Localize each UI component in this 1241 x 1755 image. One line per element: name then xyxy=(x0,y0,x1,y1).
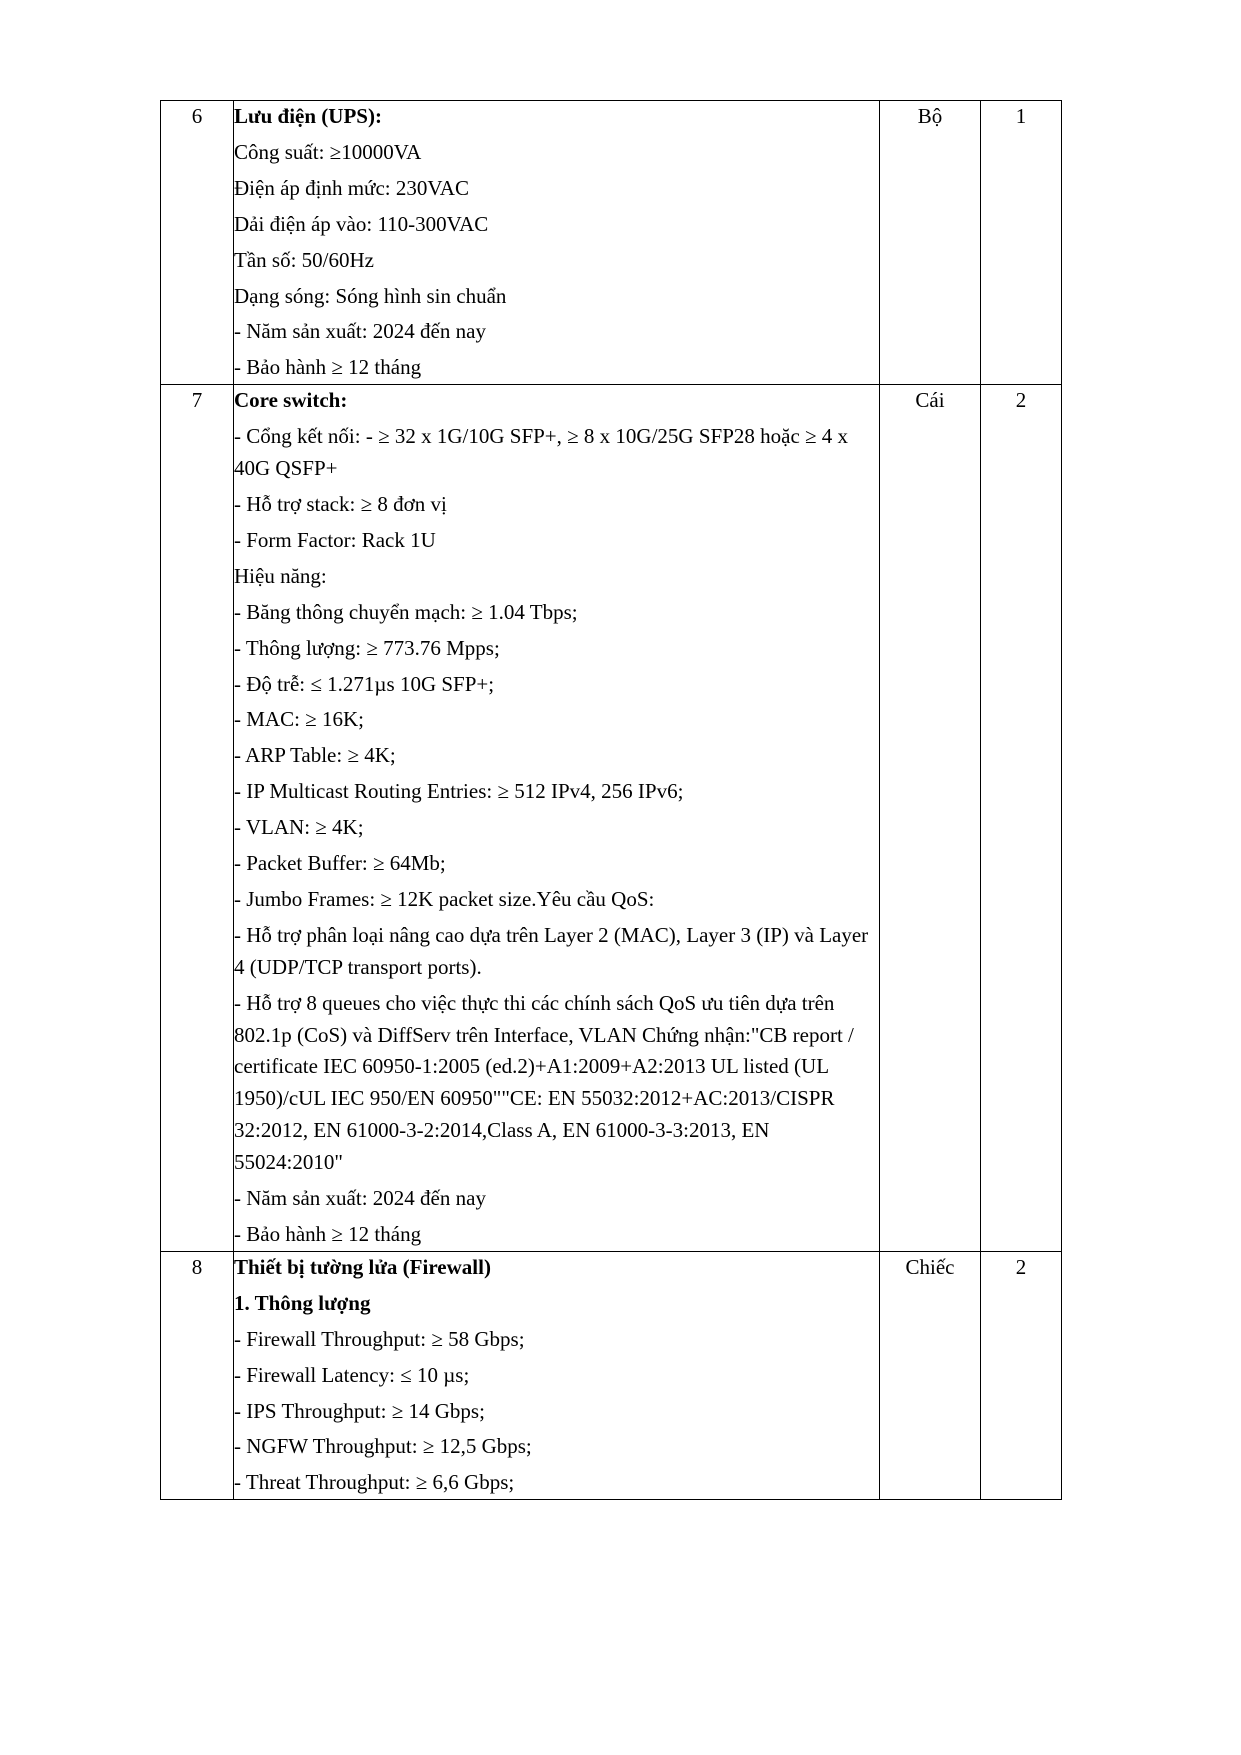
description-line: Dạng sóng: Sóng hình sin chuẩn xyxy=(234,283,507,308)
description-line: - Năm sản xuất: 2024 đến nay xyxy=(234,1186,486,1211)
description-line: - Packet Buffer: ≥ 64Mb; xyxy=(234,851,446,876)
description-line: 1. Thông lượng xyxy=(234,1290,371,1315)
row-quantity: 2 xyxy=(981,385,1062,1252)
description-line: Dải điện áp vào: 110-300VAC xyxy=(234,211,489,236)
description-line: - Hỗ trợ 8 queues cho việc thực thi các chính sách QoS ưu tiên dựa trên 802.1p (CoS) và DiffServ trên Interface, VLAN Chứng nhận:"CB report / certificate IEC 60950-1:2005 (ed.2)+A1:2009+A2:2013 UL listed (UL 1950)/cUL IEC 950/EN 60950""CE: EN 55032:2012+AC:2013/CISPR 32:2012, EN 61000-3-2:2014,Class A, EN 61000-3-3:2013, EN 55024:2010" xyxy=(234,990,854,1175)
description-line: Lưu điện (UPS): xyxy=(234,104,382,128)
table-row xyxy=(161,385,1062,1252)
description-line: - ARP Table: ≥ 4K; xyxy=(234,743,396,768)
table-row xyxy=(161,1251,1062,1499)
description-line: - MAC: ≥ 16K; xyxy=(234,707,364,732)
description-line: Core switch: xyxy=(234,388,348,413)
description-line: - Hỗ trợ phân loại nâng cao dựa trên Layer 2 (MAC), Layer 3 (IP) và Layer 4 (UDP/TCP transport ports). xyxy=(234,922,869,979)
row-quantity: 1 xyxy=(981,101,1062,385)
description-line: - Firewall Throughput: ≥ 58 Gbps; xyxy=(234,1326,525,1351)
description-line: - Hỗ trợ stack: ≥ 8 đơn vị xyxy=(234,491,447,516)
row-quantity: 2 xyxy=(981,1251,1062,1499)
description-line: - VLAN: ≥ 4K; xyxy=(234,815,364,840)
description-line: - Threat Throughput: ≥ 6,6 Gbps; xyxy=(234,1470,515,1495)
table-body xyxy=(161,101,1062,1500)
description-line: - IP Multicast Routing Entries: ≥ 512 IPv4, 256 IPv6; xyxy=(234,779,684,804)
description-line: - Băng thông chuyển mạch: ≥ 1.04 Tbps; xyxy=(234,599,578,624)
description-line: - NGFW Throughput: ≥ 12,5 Gbps; xyxy=(234,1434,532,1459)
row-description xyxy=(234,385,880,1252)
row-description xyxy=(234,1251,880,1499)
specification-table xyxy=(160,100,1062,1500)
description-line: - Bảo hành ≥ 12 tháng xyxy=(234,1222,422,1246)
description-line: - Form Factor: Rack 1U xyxy=(234,527,436,552)
description-line: Hiệu năng: xyxy=(234,563,327,588)
table-row xyxy=(161,101,1062,385)
row-unit: Chiếc xyxy=(880,1251,981,1499)
description-line: - Thông lượng: ≥ 773.76 Mpps; xyxy=(234,635,500,660)
row-index: 8 xyxy=(161,1251,234,1499)
row-unit: Bộ xyxy=(880,101,981,385)
description-line: Tần số: 50/60Hz xyxy=(234,247,374,272)
row-index: 7 xyxy=(161,385,234,1252)
description-line: - Năm sản xuất: 2024 đến nay xyxy=(234,319,486,344)
description-line: - Độ trễ: ≤ 1.271µs 10G SFP+; xyxy=(234,671,495,696)
description-line: Công suất: ≥10000VA xyxy=(234,139,422,164)
row-index: 6 xyxy=(161,101,234,385)
description-line: - IPS Throughput: ≥ 14 Gbps; xyxy=(234,1398,485,1423)
description-line: Thiết bị tường lửa (Firewall) xyxy=(234,1254,491,1279)
description-line: - Firewall Latency: ≤ 10 µs; xyxy=(234,1362,470,1387)
description-line: - Bảo hành ≥ 12 tháng xyxy=(234,355,422,380)
row-description xyxy=(234,101,880,385)
row-unit: Cái xyxy=(880,385,981,1252)
description-line: - Jumbo Frames: ≥ 12K packet size.Yêu cầu QoS: xyxy=(234,886,655,911)
description-line: Điện áp định mức: 230VAC xyxy=(234,175,469,200)
description-line: - Cổng kết nối: - ≥ 32 x 1G/10G SFP+, ≥ 8 x 10G/25G SFP28 hoặc ≥ 4 x 40G QSFP+ xyxy=(234,424,849,481)
